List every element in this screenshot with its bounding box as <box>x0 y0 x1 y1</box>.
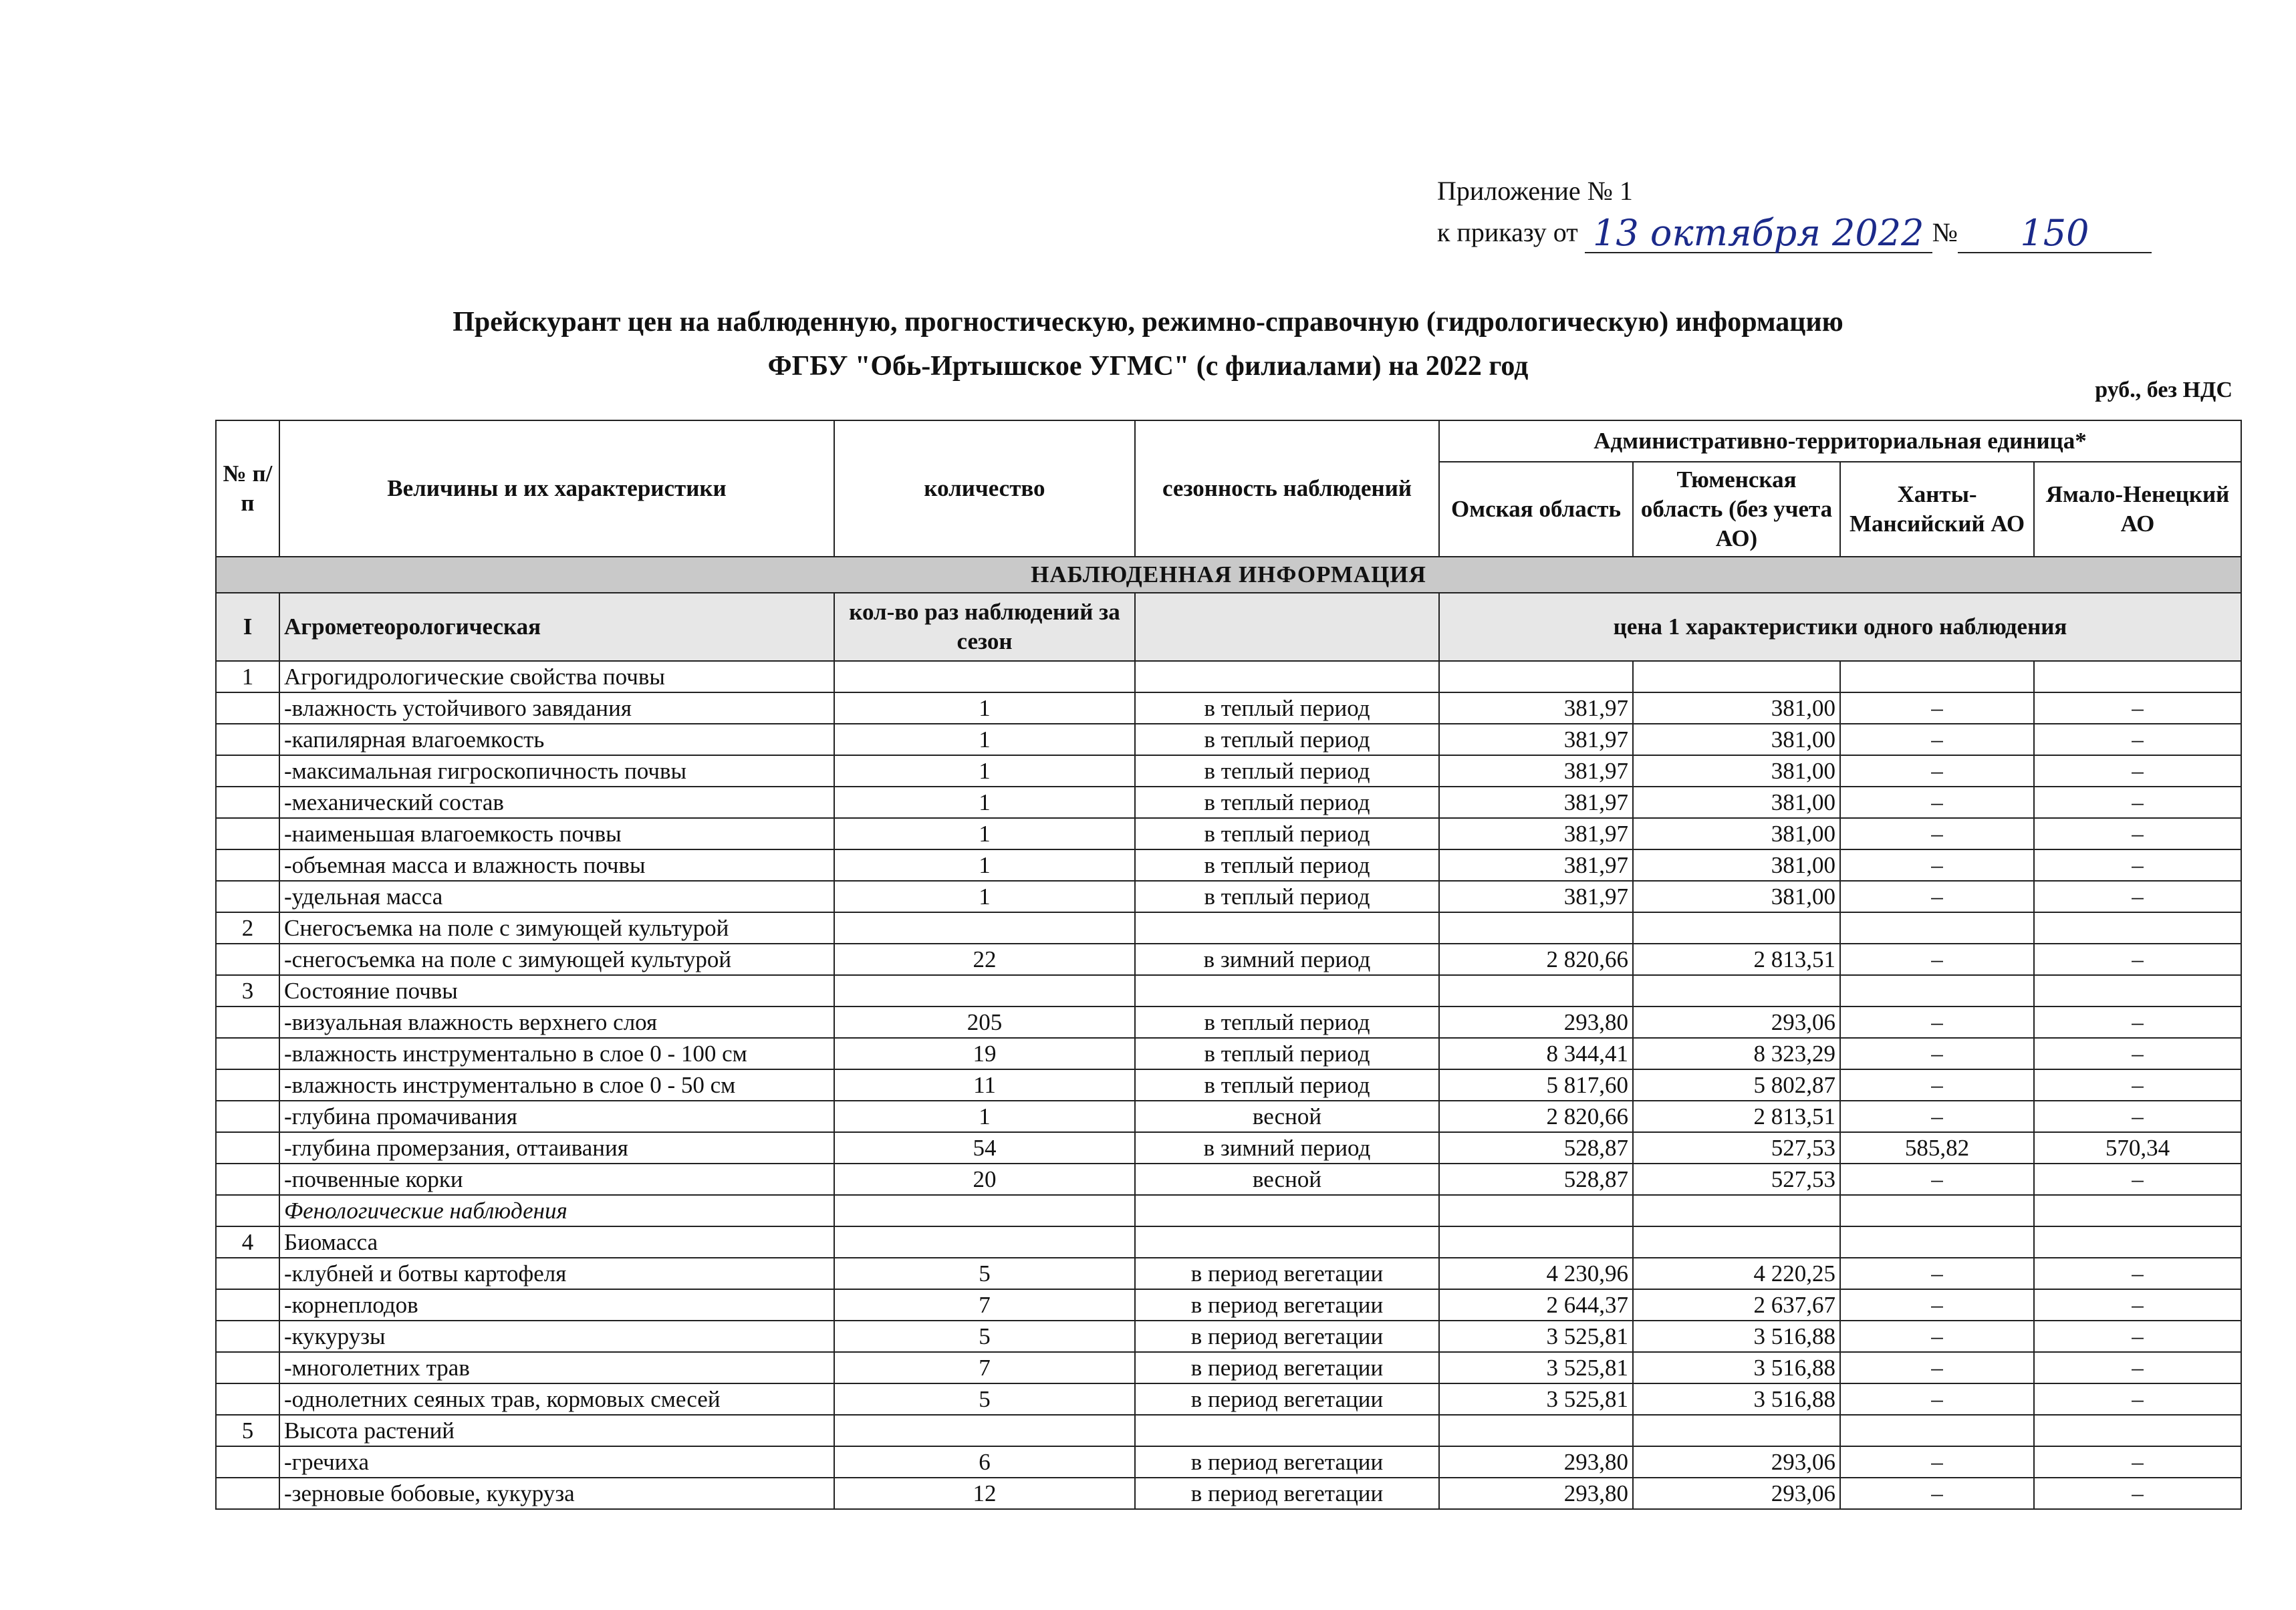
row-name: Фенологические наблюдения <box>279 1195 834 1226</box>
price-khmao: – <box>1840 1258 2034 1289</box>
subheader-price: цена 1 характеристики одного наблюдения <box>1439 593 2241 661</box>
row-quantity: 205 <box>834 1007 1135 1038</box>
row-number: 3 <box>216 975 279 1007</box>
price-omsk: 3 525,81 <box>1439 1383 1633 1415</box>
row-name: -кукурузы <box>279 1321 834 1352</box>
row-season <box>1135 912 1439 944</box>
table-row <box>216 724 2241 755</box>
header-region-tyumen: Тюменская область (без учета АО) <box>1633 462 1840 557</box>
document-title-line1: Прейскурант цен на наблюденную, прогностическую, режимно-справочную (гидрологическую) информацию <box>453 307 1843 338</box>
price-khmao: – <box>1840 944 2034 975</box>
row-quantity: 7 <box>834 1352 1135 1383</box>
row-quantity: 6 <box>834 1446 1135 1478</box>
row-quantity: 1 <box>834 818 1135 849</box>
subheader-num: I <box>216 593 279 661</box>
table-row <box>216 787 2241 818</box>
table-row <box>216 1164 2241 1195</box>
row-season: в период вегетации <box>1135 1289 1439 1321</box>
price-khmao: – <box>1840 881 2034 912</box>
row-season: в зимний период <box>1135 1132 1439 1164</box>
row-number <box>216 1132 279 1164</box>
row-name: -влажность инструментально в слое 0 - 50 см <box>279 1069 834 1101</box>
price-tyumen: 4 220,25 <box>1633 1258 1840 1289</box>
price-khmao <box>1840 1226 2034 1258</box>
row-season: в теплый период <box>1135 755 1439 787</box>
price-khmao <box>1840 912 2034 944</box>
table-row <box>216 1258 2241 1289</box>
row-number <box>216 1258 279 1289</box>
price-yanao: – <box>2034 755 2241 787</box>
price-omsk: 2 644,37 <box>1439 1289 1633 1321</box>
row-season <box>1135 1415 1439 1446</box>
row-name: -глубина промачивания <box>279 1101 834 1132</box>
price-yanao <box>2034 661 2241 692</box>
price-omsk: 528,87 <box>1439 1132 1633 1164</box>
price-khmao: – <box>1840 1164 2034 1195</box>
price-khmao: 585,82 <box>1840 1132 2034 1164</box>
price-tyumen: 293,06 <box>1633 1007 1840 1038</box>
price-khmao <box>1840 1415 2034 1446</box>
appendix-block <box>1437 170 2152 253</box>
table-row <box>216 912 2241 944</box>
row-season: в период вегетации <box>1135 1383 1439 1415</box>
row-season <box>1135 975 1439 1007</box>
row-name: -снегосъемка на поле с зимующей культурой <box>279 944 834 975</box>
price-khmao: – <box>1840 1352 2034 1383</box>
table-row <box>216 1226 2241 1258</box>
row-name: -визуальная влажность верхнего слоя <box>279 1007 834 1038</box>
price-yanao: – <box>2034 1383 2241 1415</box>
price-omsk: 8 344,41 <box>1439 1038 1633 1069</box>
row-name: -капилярная влагоемкость <box>279 724 834 755</box>
row-number <box>216 787 279 818</box>
price-omsk <box>1439 1226 1633 1258</box>
document-title-line2: ФГБУ "Обь-Иртышское УГМС" (с филиалами) на 2022 год <box>767 351 1529 382</box>
price-khmao: – <box>1840 1038 2034 1069</box>
row-number: 1 <box>216 661 279 692</box>
row-number: 2 <box>216 912 279 944</box>
table-row <box>216 1352 2241 1383</box>
table-row <box>216 1069 2241 1101</box>
order-reference <box>1437 212 2152 253</box>
row-number <box>216 1289 279 1321</box>
table-row <box>216 1132 2241 1164</box>
row-quantity: 54 <box>834 1132 1135 1164</box>
price-tyumen: 3 516,88 <box>1633 1383 1840 1415</box>
table-row <box>216 1383 2241 1415</box>
price-khmao: – <box>1840 1289 2034 1321</box>
table-row <box>216 1101 2241 1132</box>
price-yanao: – <box>2034 1069 2241 1101</box>
price-tyumen <box>1633 661 1840 692</box>
table-row <box>216 1195 2241 1226</box>
price-omsk: 381,97 <box>1439 692 1633 724</box>
row-season: в теплый период <box>1135 787 1439 818</box>
price-tyumen: 527,53 <box>1633 1164 1840 1195</box>
price-yanao: – <box>2034 1038 2241 1069</box>
row-number <box>216 1195 279 1226</box>
row-season: в период вегетации <box>1135 1321 1439 1352</box>
row-number <box>216 818 279 849</box>
price-yanao: – <box>2034 787 2241 818</box>
row-season: в теплый период <box>1135 692 1439 724</box>
row-name: -наименьшая влагоемкость почвы <box>279 818 834 849</box>
row-quantity <box>834 975 1135 1007</box>
header-quantity: количество <box>834 420 1135 557</box>
price-omsk: 381,97 <box>1439 849 1633 881</box>
row-number <box>216 755 279 787</box>
row-quantity: 12 <box>834 1478 1135 1509</box>
row-number <box>216 1164 279 1195</box>
row-number <box>216 1321 279 1352</box>
row-number <box>216 1069 279 1101</box>
row-season: в период вегетации <box>1135 1446 1439 1478</box>
row-season: весной <box>1135 1164 1439 1195</box>
table-row <box>216 1478 2241 1509</box>
row-name: -клубней и ботвы картофеля <box>279 1258 834 1289</box>
price-yanao: – <box>2034 849 2241 881</box>
price-khmao: – <box>1840 1383 2034 1415</box>
price-yanao: – <box>2034 881 2241 912</box>
table-row <box>216 755 2241 787</box>
price-khmao: – <box>1840 787 2034 818</box>
price-omsk: 293,80 <box>1439 1007 1633 1038</box>
price-yanao <box>2034 1415 2241 1446</box>
row-name: Высота растений <box>279 1415 834 1446</box>
price-omsk: 3 525,81 <box>1439 1352 1633 1383</box>
currency-note: руб., без НДС <box>2095 378 2233 402</box>
price-omsk <box>1439 1195 1633 1226</box>
row-quantity: 20 <box>834 1164 1135 1195</box>
row-quantity: 1 <box>834 1101 1135 1132</box>
price-tyumen: 381,00 <box>1633 881 1840 912</box>
price-yanao: – <box>2034 1478 2241 1509</box>
row-quantity: 7 <box>834 1289 1135 1321</box>
subheader-empty <box>1135 593 1439 661</box>
row-quantity: 1 <box>834 881 1135 912</box>
price-khmao: – <box>1840 1321 2034 1352</box>
row-quantity: 1 <box>834 692 1135 724</box>
price-omsk <box>1439 975 1633 1007</box>
appendix-title: Приложение № 1 <box>1437 176 1633 206</box>
row-name: -влажность инструментально в слое 0 - 100 см <box>279 1038 834 1069</box>
price-khmao <box>1840 975 2034 1007</box>
price-tyumen: 2 637,67 <box>1633 1289 1840 1321</box>
row-season: в теплый период <box>1135 724 1439 755</box>
price-omsk: 381,97 <box>1439 818 1633 849</box>
price-tyumen: 381,00 <box>1633 787 1840 818</box>
row-season <box>1135 661 1439 692</box>
table-row <box>216 849 2241 881</box>
price-yanao: 570,34 <box>2034 1132 2241 1164</box>
row-name: -почвенные корки <box>279 1164 834 1195</box>
row-name: -максимальная гигроскопичность почвы <box>279 755 834 787</box>
price-omsk: 4 230,96 <box>1439 1258 1633 1289</box>
table-row <box>216 1321 2241 1352</box>
price-yanao <box>2034 1226 2241 1258</box>
price-yanao: – <box>2034 1446 2241 1478</box>
row-number <box>216 1007 279 1038</box>
price-tyumen <box>1633 1226 1840 1258</box>
price-omsk: 381,97 <box>1439 724 1633 755</box>
row-quantity: 19 <box>834 1038 1135 1069</box>
order-number-label: № <box>1932 217 1958 247</box>
header-seasonality: сезонность наблюдений <box>1135 420 1439 557</box>
row-number <box>216 849 279 881</box>
table-row <box>216 881 2241 912</box>
price-omsk: 293,80 <box>1439 1446 1633 1478</box>
row-number <box>216 1383 279 1415</box>
price-yanao: – <box>2034 1101 2241 1132</box>
row-number <box>216 1478 279 1509</box>
row-season <box>1135 1195 1439 1226</box>
price-omsk: 3 525,81 <box>1439 1321 1633 1352</box>
row-season: в период вегетации <box>1135 1258 1439 1289</box>
price-yanao <box>2034 912 2241 944</box>
row-quantity: 1 <box>834 724 1135 755</box>
price-tyumen <box>1633 912 1840 944</box>
price-yanao: – <box>2034 1289 2241 1321</box>
price-tyumen: 5 802,87 <box>1633 1069 1840 1101</box>
header-region-omsk: Омская область <box>1439 462 1633 557</box>
price-omsk <box>1439 912 1633 944</box>
price-yanao <box>2034 975 2241 1007</box>
table-row <box>216 692 2241 724</box>
row-name: -объемная масса и влажность почвы <box>279 849 834 881</box>
row-quantity <box>834 912 1135 944</box>
price-tyumen <box>1633 975 1840 1007</box>
subheader-quantity: кол-во раз наблюдений за сезон <box>834 593 1135 661</box>
row-quantity: 1 <box>834 849 1135 881</box>
row-number: 4 <box>216 1226 279 1258</box>
price-omsk <box>1439 1415 1633 1446</box>
row-quantity <box>834 661 1135 692</box>
row-number: 5 <box>216 1415 279 1446</box>
price-omsk: 381,97 <box>1439 787 1633 818</box>
header-characteristics: Величины и их характеристики <box>279 420 834 557</box>
price-khmao: – <box>1840 849 2034 881</box>
row-quantity: 5 <box>834 1383 1135 1415</box>
price-khmao: – <box>1840 1446 2034 1478</box>
price-yanao: – <box>2034 1007 2241 1038</box>
row-number <box>216 944 279 975</box>
price-tyumen: 381,00 <box>1633 692 1840 724</box>
table-row <box>216 1415 2241 1446</box>
row-number <box>216 1446 279 1478</box>
row-name: -гречиха <box>279 1446 834 1478</box>
price-khmao: – <box>1840 755 2034 787</box>
price-table <box>215 420 2242 1510</box>
price-omsk: 2 820,66 <box>1439 944 1633 975</box>
row-number <box>216 724 279 755</box>
row-number <box>216 1038 279 1069</box>
row-quantity: 1 <box>834 787 1135 818</box>
table-row <box>216 661 2241 692</box>
table-row <box>216 1007 2241 1038</box>
row-name: -зерновые бобовые, кукуруза <box>279 1478 834 1509</box>
table-row <box>216 1289 2241 1321</box>
price-tyumen: 381,00 <box>1633 724 1840 755</box>
price-tyumen <box>1633 1415 1840 1446</box>
row-quantity <box>834 1226 1135 1258</box>
price-khmao: – <box>1840 1478 2034 1509</box>
row-season <box>1135 1226 1439 1258</box>
section-observed-info: НАБЛЮДЕННАЯ ИНФОРМАЦИЯ <box>216 557 2241 593</box>
row-name: Состояние почвы <box>279 975 834 1007</box>
header-region-yanao: Ямало-Ненецкий АО <box>2034 462 2241 557</box>
header-num: № п/п <box>216 420 279 557</box>
header-admin-unit: Административно-территориальная единица* <box>1439 420 2241 462</box>
row-name: -многолетних трав <box>279 1352 834 1383</box>
price-yanao: – <box>2034 724 2241 755</box>
row-quantity: 5 <box>834 1321 1135 1352</box>
row-name: -влажность устойчивого завядания <box>279 692 834 724</box>
order-prefix: к приказу от <box>1437 217 1578 247</box>
price-khmao: – <box>1840 724 2034 755</box>
price-yanao <box>2034 1195 2241 1226</box>
price-yanao: – <box>2034 818 2241 849</box>
handwritten-date: 13 октября 2022 <box>1585 215 1932 253</box>
row-number <box>216 1101 279 1132</box>
table-row <box>216 1446 2241 1478</box>
price-khmao: – <box>1840 818 2034 849</box>
row-season: весной <box>1135 1101 1439 1132</box>
row-number <box>216 692 279 724</box>
row-quantity <box>834 1415 1135 1446</box>
price-tyumen <box>1633 1195 1840 1226</box>
price-omsk: 381,97 <box>1439 755 1633 787</box>
row-season: в теплый период <box>1135 1069 1439 1101</box>
row-quantity: 1 <box>834 755 1135 787</box>
price-tyumen: 293,06 <box>1633 1478 1840 1509</box>
price-tyumen: 293,06 <box>1633 1446 1840 1478</box>
row-number <box>216 1352 279 1383</box>
price-tyumen: 381,00 <box>1633 818 1840 849</box>
price-omsk: 2 820,66 <box>1439 1101 1633 1132</box>
row-name: Агрогидрологические свойства почвы <box>279 661 834 692</box>
price-tyumen: 3 516,88 <box>1633 1321 1840 1352</box>
row-season: в зимний период <box>1135 944 1439 975</box>
row-season: в теплый период <box>1135 818 1439 849</box>
row-season: в теплый период <box>1135 1038 1439 1069</box>
price-tyumen: 3 516,88 <box>1633 1352 1840 1383</box>
row-season: в период вегетации <box>1135 1352 1439 1383</box>
price-yanao: – <box>2034 1321 2241 1352</box>
price-khmao: – <box>1840 1069 2034 1101</box>
row-number <box>216 881 279 912</box>
row-quantity: 22 <box>834 944 1135 975</box>
table-row <box>216 818 2241 849</box>
row-name: -удельная масса <box>279 881 834 912</box>
table-row <box>216 944 2241 975</box>
price-omsk <box>1439 661 1633 692</box>
row-name: -корнеплодов <box>279 1289 834 1321</box>
price-yanao: – <box>2034 1352 2241 1383</box>
price-tyumen: 2 813,51 <box>1633 1101 1840 1132</box>
price-yanao: – <box>2034 944 2241 975</box>
row-quantity: 11 <box>834 1069 1135 1101</box>
row-season: в теплый период <box>1135 1007 1439 1038</box>
row-name: Снегосъемка на поле с зимующей культурой <box>279 912 834 944</box>
price-khmao: – <box>1840 1007 2034 1038</box>
row-quantity <box>834 1195 1135 1226</box>
price-yanao: – <box>2034 1258 2241 1289</box>
price-omsk: 528,87 <box>1439 1164 1633 1195</box>
header-region-khmao: Ханты-Мансийский АО <box>1840 462 2034 557</box>
price-tyumen: 381,00 <box>1633 849 1840 881</box>
price-khmao: – <box>1840 692 2034 724</box>
price-yanao: – <box>2034 1164 2241 1195</box>
price-tyumen: 527,53 <box>1633 1132 1840 1164</box>
row-season: в теплый период <box>1135 881 1439 912</box>
row-name: -механический состав <box>279 787 834 818</box>
table-row <box>216 975 2241 1007</box>
row-name: -однолетних сеяных трав, кормовых смесей <box>279 1383 834 1415</box>
price-omsk: 5 817,60 <box>1439 1069 1633 1101</box>
row-season: в теплый период <box>1135 849 1439 881</box>
price-omsk: 381,97 <box>1439 881 1633 912</box>
row-quantity: 5 <box>834 1258 1135 1289</box>
price-omsk: 293,80 <box>1439 1478 1633 1509</box>
handwritten-order-number: 150 <box>1958 215 2152 253</box>
row-season: в период вегетации <box>1135 1478 1439 1509</box>
table-row <box>216 1038 2241 1069</box>
price-tyumen: 8 323,29 <box>1633 1038 1840 1069</box>
price-tyumen: 381,00 <box>1633 755 1840 787</box>
price-tyumen: 2 813,51 <box>1633 944 1840 975</box>
row-name: -глубина промерзания, оттаивания <box>279 1132 834 1164</box>
price-yanao: – <box>2034 692 2241 724</box>
price-khmao <box>1840 661 2034 692</box>
subheader-name: Агрометеорологическая <box>279 593 834 661</box>
price-khmao <box>1840 1195 2034 1226</box>
price-khmao: – <box>1840 1101 2034 1132</box>
row-name: Биомасса <box>279 1226 834 1258</box>
